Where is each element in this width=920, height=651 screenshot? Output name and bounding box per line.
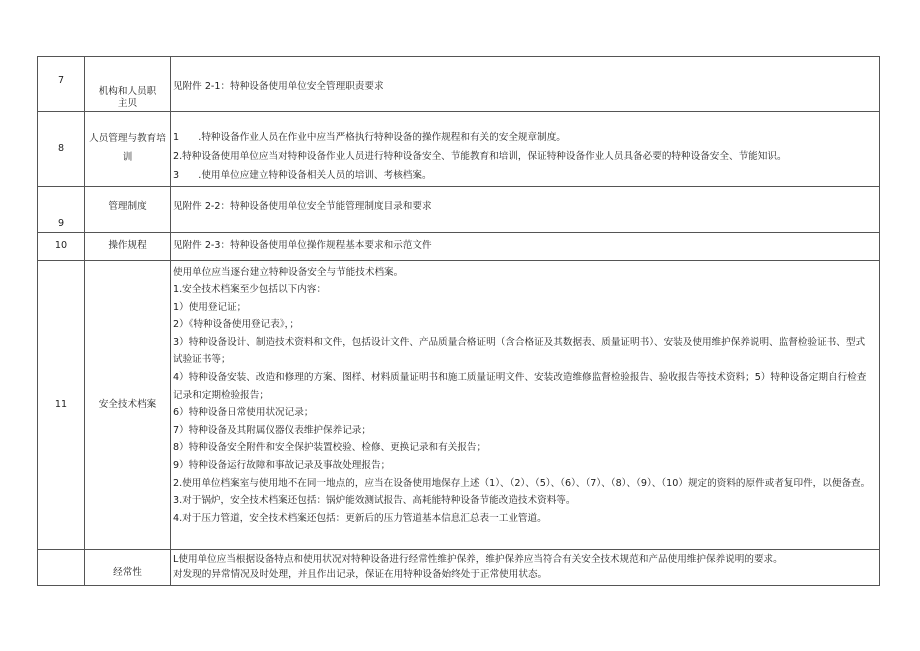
table-row: [38, 260, 880, 549]
row-item-name: 人员管理与教育培 训: [85, 112, 171, 187]
row-description: 见附件 2-3：特种设备使用单位操作规程基本要求和示范文件: [171, 232, 880, 260]
table-row: [38, 549, 880, 585]
row-item-name: 经常性: [85, 549, 171, 585]
row-item-name: 安全技术档案: [85, 260, 171, 549]
row-number: 8: [38, 112, 85, 187]
row-description: 见附件 2-2：特种设备使用单位安全节能管理制度目录和要求: [171, 187, 880, 233]
table-row: [38, 57, 880, 112]
row-number: 11: [38, 260, 85, 549]
table-row: [38, 232, 880, 260]
row-number: [38, 549, 85, 585]
row-number: 9: [38, 187, 85, 233]
row-description: 见附件 2-1：特种设备使用单位安全管理职责要求: [171, 57, 880, 112]
row-item-name: 管理制度: [85, 187, 171, 233]
row-number: 7: [38, 57, 85, 112]
row-description: 1 .特种设备作业人员在作业中应当严格执行特种设备的操作规程和有关的安全规章制度。 2.特种设备使用单位应当对特种设备作业人员进行特种设备安全、节能教育和培训，保证特种设备作业人员具备必要的特种设备安全、节能知识。 3 .使用单位应建立特种设备相关人员的培训、考核档案。: [171, 112, 880, 187]
row-item-name: 机构和人员职 主贝: [85, 57, 171, 112]
table-row: [38, 112, 880, 187]
row-number: 10: [38, 232, 85, 260]
table-row: [38, 187, 880, 233]
row-item-name: 操作规程: [85, 232, 171, 260]
requirements-table: [37, 56, 880, 586]
row-description: 使用单位应当逐台建立特种设备安全与节能技术档案。 1.安全技术档案至少包括以下内容： 1）使用登记证； 2）《特种设备使用登记表》，； 3）特种设备设计、制造技术资料和文件，包括设计文件、产品质量合格证明（含合格证及其数据表、质量证明书）、安装及使用维护保养说明、监督检验证书、型式试验证书等； 4）特种设备安装、改造和修理的方案、图样、材料质量证明书和施工质量证明文件、安装改造维修监督检验报告、验收报告等技术资料；5）特种设备定期自行检查记录和定期检验报告； 6）特种设备日常使用状况记录； 7）特种设备及其附属仪器仪表维护保养记录； 8）特种设备安全附件和安全保护装置校验、检修、更换记录和有关报告； 9）特种设备运行故障和事故记录及事故处理报告； 2.使用单位档案室与使用地不在同一地点的，应当在设备使用地保存上述（1）、（2）、（5）、（6）、（7）、（8）、（9）、（10）规定的资料的原件或者复印件，以便备查。 3.对于锅炉，安全技术档案还包括：锅炉能效测试报告、高耗能特种设备节能改造技术资料等。 4.对于压力管道，安全技术档案还包括：更新后的压力管道基本信息汇总表一工业管道。: [171, 260, 880, 549]
row-description: L使用单位应当根据设备特点和使用状况对特种设备进行经常性维护保养，维护保养应当符合有关安全技术规范和产品使用维护保养说明的要求。 对发现的异常情况及时处理，并且作出记录，保证在用特种设备始终处于正常使用状态。: [171, 549, 880, 585]
